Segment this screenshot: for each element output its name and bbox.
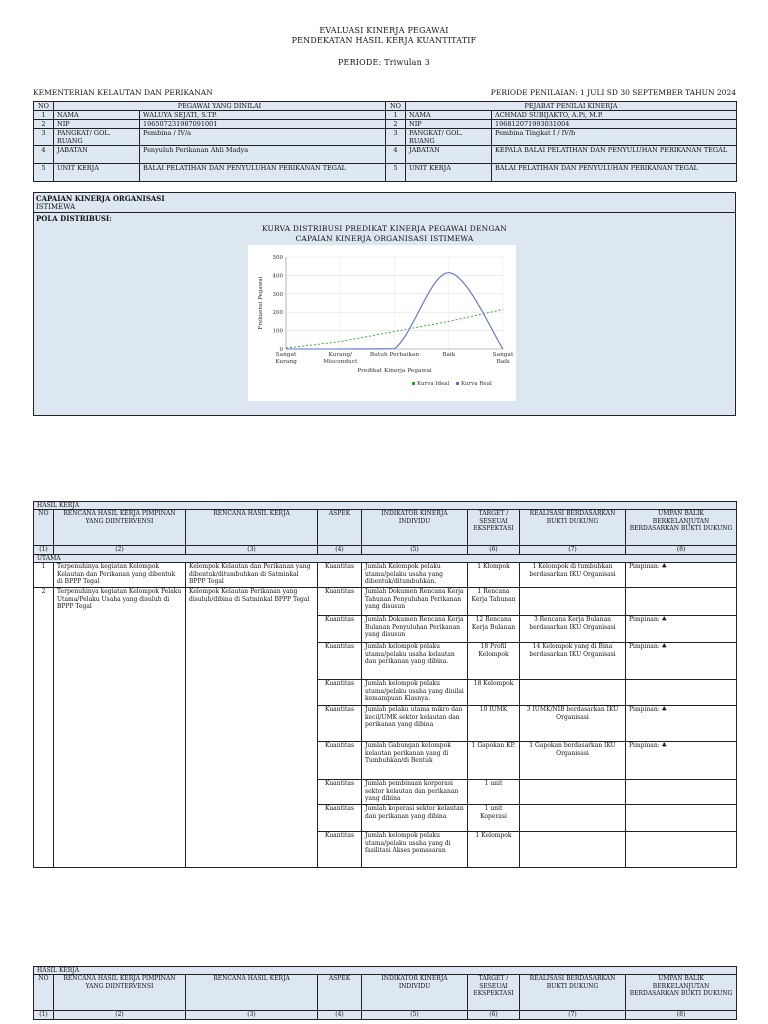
chart-title-line1: KURVA DISTRIBUSI PREDIKAT KINERJA PEGAWAI DENGAN [261,224,508,233]
cell-target: 18 Kelompok [468,680,520,706]
cell-rhk: Kelompok Kelautan Perikanan yang disuluh/dibina di Satminkal BPPP Tegal [186,588,318,868]
cell-aspek: Kuantitas [318,805,362,832]
col-number: (7) [520,1011,626,1019]
hasil-kerja-label-row [34,967,737,975]
col-header: UMPAN BALIK BERKELANJUTAN BERDASARKAN BUKTI DUKUNG [626,975,737,1011]
cell-indikator: Jumlah pelaku utama mikro dan kecil/UMK sektor kelautan dan perikanan yang dibina [362,706,468,742]
hasil-kerja-header-row [34,975,737,1011]
y-tick-label: 500 [272,255,283,261]
col-header: INDIKATOR KINERJA INDIVIDU [362,975,468,1011]
legend-marker [412,382,415,385]
cell-target: 1 unit [468,780,520,805]
info-label-2: PANGKAT/ GOL. RUANG [406,129,492,146]
employee-info-table [33,101,737,182]
cell-target: 12 Rencana Kerja Bulanan [468,616,520,643]
y-tick-label: 200 [272,310,283,317]
col-number: (2) [54,546,186,554]
instansi-label: KEMENTERIAN KELAUTAN DAN PERIKANAN [33,88,213,97]
cell-aspek: Kuantitas [318,643,362,680]
info-value: 196507231987091001 [140,120,386,129]
info-col-pegawai: PEGAWAI YANG DINILAI [54,102,386,111]
info-value-2: KEPALA BALAI PELATIHAN DAN PENYULUHAN PERIKANAN TEGAL [492,146,737,164]
cell-target: 1 Kelompok [468,832,520,868]
cell-target: 1 Klompok [468,563,520,588]
info-value-2: Pembina Tingkat I / IV/b [492,129,737,146]
info-label-2: NIP [406,120,492,129]
cell-indikator: Jumlah Gabungan kelompok kelautan perikanan yang di Tumbuhkan/di Bentuk [362,742,468,780]
info-value: WALUYA SEJATI, S.TP. [140,111,386,120]
cell-indikator: Jumlah kelompok pelaku utama/pelaku usaha yang di fasilitasi Akses pemasaran [362,832,468,868]
col-header: RENCANA HASIL KERJA PIMPINAN YANG DIINTERVENSI [54,975,186,1011]
cell-umpan-balik: Pimpinan: ♣ [626,643,737,680]
cell-aspek: Kuantitas [318,742,362,780]
col-number: (1) [34,546,54,554]
x-tick-label: Sangat [275,352,297,358]
cell-aspek: Kuantitas [318,588,362,616]
info-label: PANGKAT/ GOL. RUANG [54,129,140,146]
x-tick-label: Kurang/ [328,352,353,358]
info-row [34,129,737,146]
y-axis-label: Frekuensi Pegawai [258,276,264,330]
col-number: (4) [318,1011,362,1019]
info-no-2: 5 [386,164,406,182]
utama-label: UTAMA [34,554,737,562]
col-number: (7) [520,546,626,554]
cell-aspek: Kuantitas [318,780,362,805]
cell-realisasi: 14 Kelompok yang di Bina berdasarkan IKU Organisasi [520,643,626,680]
distribution-chart-svg [248,245,516,401]
cell-umpan-balik: Pimpinan: ♣ [626,616,737,643]
col-header: RENCANA HASIL KERJA PIMPINAN YANG DIINTERVENSI [54,510,186,546]
legend-label: Kurva Real [461,381,492,387]
info-no: 5 [34,164,54,182]
cell-target: 18 Profil Kelompok [468,643,520,680]
cell-umpan-balik [626,588,737,616]
info-label: NAMA [54,111,140,120]
info-label-2: JABATAN [406,146,492,164]
col-number: (6) [468,1011,520,1019]
col-header: TARGET / SESEUAI EKSPEKTASI [468,510,520,546]
y-tick-label: 0 [279,347,283,353]
col-header: TARGET / SESEUAI EKSPEKTASI [468,975,520,1011]
col-number: (5) [362,546,468,554]
x-tick-label: Sangat [492,352,514,358]
info-label: NIP [54,120,140,129]
cell-realisasi [520,832,626,868]
cell-umpan-balik [626,680,737,706]
organisasi-title: CAPAIAN KINERJA ORGANISASI [36,194,165,203]
cell-umpan-balik [626,780,737,805]
cell-umpan-balik: Pimpinan: ♣ [626,563,737,588]
info-value-2: BALAI PELATIHAN DAN PENYULUHAN PERIKANAN TEGAL [492,164,737,182]
organisasi-section [33,192,736,416]
cell-realisasi [520,780,626,805]
doc-subtitle: PENDEKATAN HASIL KERJA KUANTITATIF [291,36,477,45]
col-header: NO [34,510,54,546]
cell-target: 10 IUMK [468,706,520,742]
x-tick-label: Misconduct [323,359,358,365]
info-no: 2 [34,120,54,129]
cell-realisasi: 3 IUMK/NIB berdasarkan IKU Organisasi [520,706,626,742]
cell-realisasi [520,588,626,616]
col-header: REALISASI BERDASARKAN BUKTI DUKUNG [520,975,626,1011]
col-number: (4) [318,546,362,554]
info-header-row [34,102,737,111]
col-header: RENCANA HASIL KERJA [186,975,318,1011]
cell-realisasi: 1 Gapokan berdasarkan IKU Organisasi [520,742,626,780]
cell-indikator: Jumlah Kelompok pelaku utama/pelaku usaha yang dibentuk/ditumbuhkan. [362,563,468,588]
cell-realisasi: 3 Rencana Kerja Bulanan berdasarkan IKU Organisasi [520,616,626,643]
info-row [34,164,737,182]
cell-aspek: Kuantitas [318,616,362,643]
info-value: Pembina / IV/a [140,129,386,146]
x-tick-label: Baik [496,359,510,365]
cell-aspek: Kuantitas [318,680,362,706]
col-number: (2) [54,1011,186,1019]
cell-indikator: Jumlah kelompok pelaku utama/pelaku usaha kelautan dan perikanan yang dibina. [362,643,468,680]
cell-no: 2 [34,588,54,868]
y-tick-label: 300 [272,291,283,298]
info-no: 4 [34,146,54,164]
col-number: (8) [626,1011,737,1019]
col-header: REALISASI BERDASARKAN BUKTI DUKUNG [520,510,626,546]
legend-label: Kurva Ideal [417,381,450,387]
doc-title: EVALUASI KINERJA PEGAWAI [319,26,449,35]
info-label-2: UNIT KERJA [406,164,492,182]
table-row [34,588,737,616]
col-number: (8) [626,546,737,554]
hasil-kerja-label: HASIL KERJA [34,967,737,975]
cell-umpan-balik: Pimpinan: ♣ [626,706,737,742]
cell-realisasi [520,805,626,832]
cell-realisasi: 1 Kelompok di tumbuhkan berdasarkan IKU Organisasi [520,563,626,588]
cell-umpan-balik [626,805,737,832]
doc-periode: PERIODE: Triwulan 3 [337,58,431,67]
cell-indikator: Jumlah kelompok pelaku utama/pelaku usaha yang dinilai kemampuan Klasnya. [362,680,468,706]
info-value: BALAI PELATIHAN DAN PENYULUHAN PERIKANAN TEGAL [140,164,386,182]
pola-distribusi-label: POLA DISTRIBUSI: [36,214,112,223]
x-tick-label: Butuh Perbaikan [369,352,420,358]
col-number: (5) [362,1011,468,1019]
cell-umpan-balik [626,832,737,868]
distribution-chart [248,245,516,401]
table-row [34,563,737,588]
hasil-kerja-label: HASIL KERJA [34,502,737,510]
cell-rhk: Kelompok Kelautan dan Perikanan yang dibentuk/ditumbuhkan di Satminkal BPPP Tegal [186,563,318,588]
info-no-2: 3 [386,129,406,146]
col-header: ASPEK [318,510,362,546]
info-col-no: NO [34,102,54,111]
cell-rhk-pimpinan: Terpenuhinya kegiatan Kelompok Kelautan dan Perikanan yang dibentuk di BPPP Tegal [54,563,186,588]
cell-indikator: Jumlah Dokumen Rencana Kerja Tahunan Penyuluhan Perikanan yang disusun [362,588,468,616]
info-row [34,120,737,129]
col-header: INDIKATOR KINERJA INDIVIDU [362,510,468,546]
x-axis-label: Predikat Kinerja Pegawai [357,368,432,374]
y-tick-label: 400 [272,273,283,280]
utama-row [34,554,737,562]
column-number-row [34,1011,737,1019]
cell-aspek: Kuantitas [318,563,362,588]
cell-aspek: Kuantitas [318,706,362,742]
cell-rhk-pimpinan: Terpenuhinya kegiatan Kelompok Pelaku Utama/Pelaku Usaha yang disuluh di BPPP Tegal [54,588,186,868]
info-no-2: 2 [386,120,406,129]
organisasi-divider [34,212,735,213]
info-row [34,146,737,164]
cell-indikator: Jumlah Dokumen Rencana Kerja Bulanan Penyuluhan Perikanan yang disusun [362,616,468,643]
info-label: UNIT KERJA [54,164,140,182]
y-tick-label: 100 [272,328,283,335]
cell-target: 1 Gapokan KP. [468,742,520,780]
column-number-row [34,546,737,554]
cell-target: 1 unit Koperasi [468,805,520,832]
periode-penilaian-label: PERIODE PENILAIAN: 1 JULI SD 30 SEPTEMBER TAHUN 2024 [490,88,736,97]
col-number: (3) [186,546,318,554]
hasil-kerja-table-continued [33,966,737,1020]
col-header: NO [34,975,54,1011]
info-no: 1 [34,111,54,120]
cell-aspek: Kuantitas [318,832,362,868]
cell-umpan-balik: Pimpinan: ♣ [626,742,737,780]
info-label: JABATAN [54,146,140,164]
info-label-2: NAMA [406,111,492,120]
x-tick-label: Kurang [275,359,297,365]
col-number: (3) [186,1011,318,1019]
info-value: Penyuluh Perikanan Ahli Madya [140,146,386,164]
col-header: RENCANA HASIL KERJA [186,510,318,546]
hasil-kerja-header-row [34,510,737,546]
hasil-kerja-label-row [34,502,737,510]
cell-no: 1 [34,563,54,588]
chart-title-line2: CAPAIAN KINERJA ORGANISASI ISTIMEWA [295,234,474,243]
cell-indikator: Jumlah pembinaan korporasi sektor kelautan dan perikanan yang dibina [362,780,468,805]
info-col-no-2: NO [386,102,406,111]
cell-target: 1 Rencana Kerja Tahunan [468,588,520,616]
info-row [34,111,737,120]
legend-marker [456,382,459,385]
col-number: (1) [34,1011,54,1019]
col-number: (6) [468,546,520,554]
col-header: ASPEK [318,975,362,1011]
info-value-2: 196812071993031004 [492,120,737,129]
info-no-2: 4 [386,146,406,164]
info-no-2: 1 [386,111,406,120]
x-tick-label: Baik [442,352,456,358]
cell-indikator: Jumlah koperasi sektor kelautan dan perikanan yang dibina [362,805,468,832]
info-value-2: ACHMAD SUBIJAKTO, A.Pi, M.P. [492,111,737,120]
info-col-pejabat: PEJABAT PENILAI KINERJA [406,102,737,111]
info-no: 3 [34,129,54,146]
hasil-kerja-table [33,501,737,868]
organisasi-value: ISTIMEWA [36,203,76,211]
cell-realisasi [520,680,626,706]
col-header: UMPAN BALIK BERKELANJUTAN BERDASARKAN BUKTI DUKUNG [626,510,737,546]
